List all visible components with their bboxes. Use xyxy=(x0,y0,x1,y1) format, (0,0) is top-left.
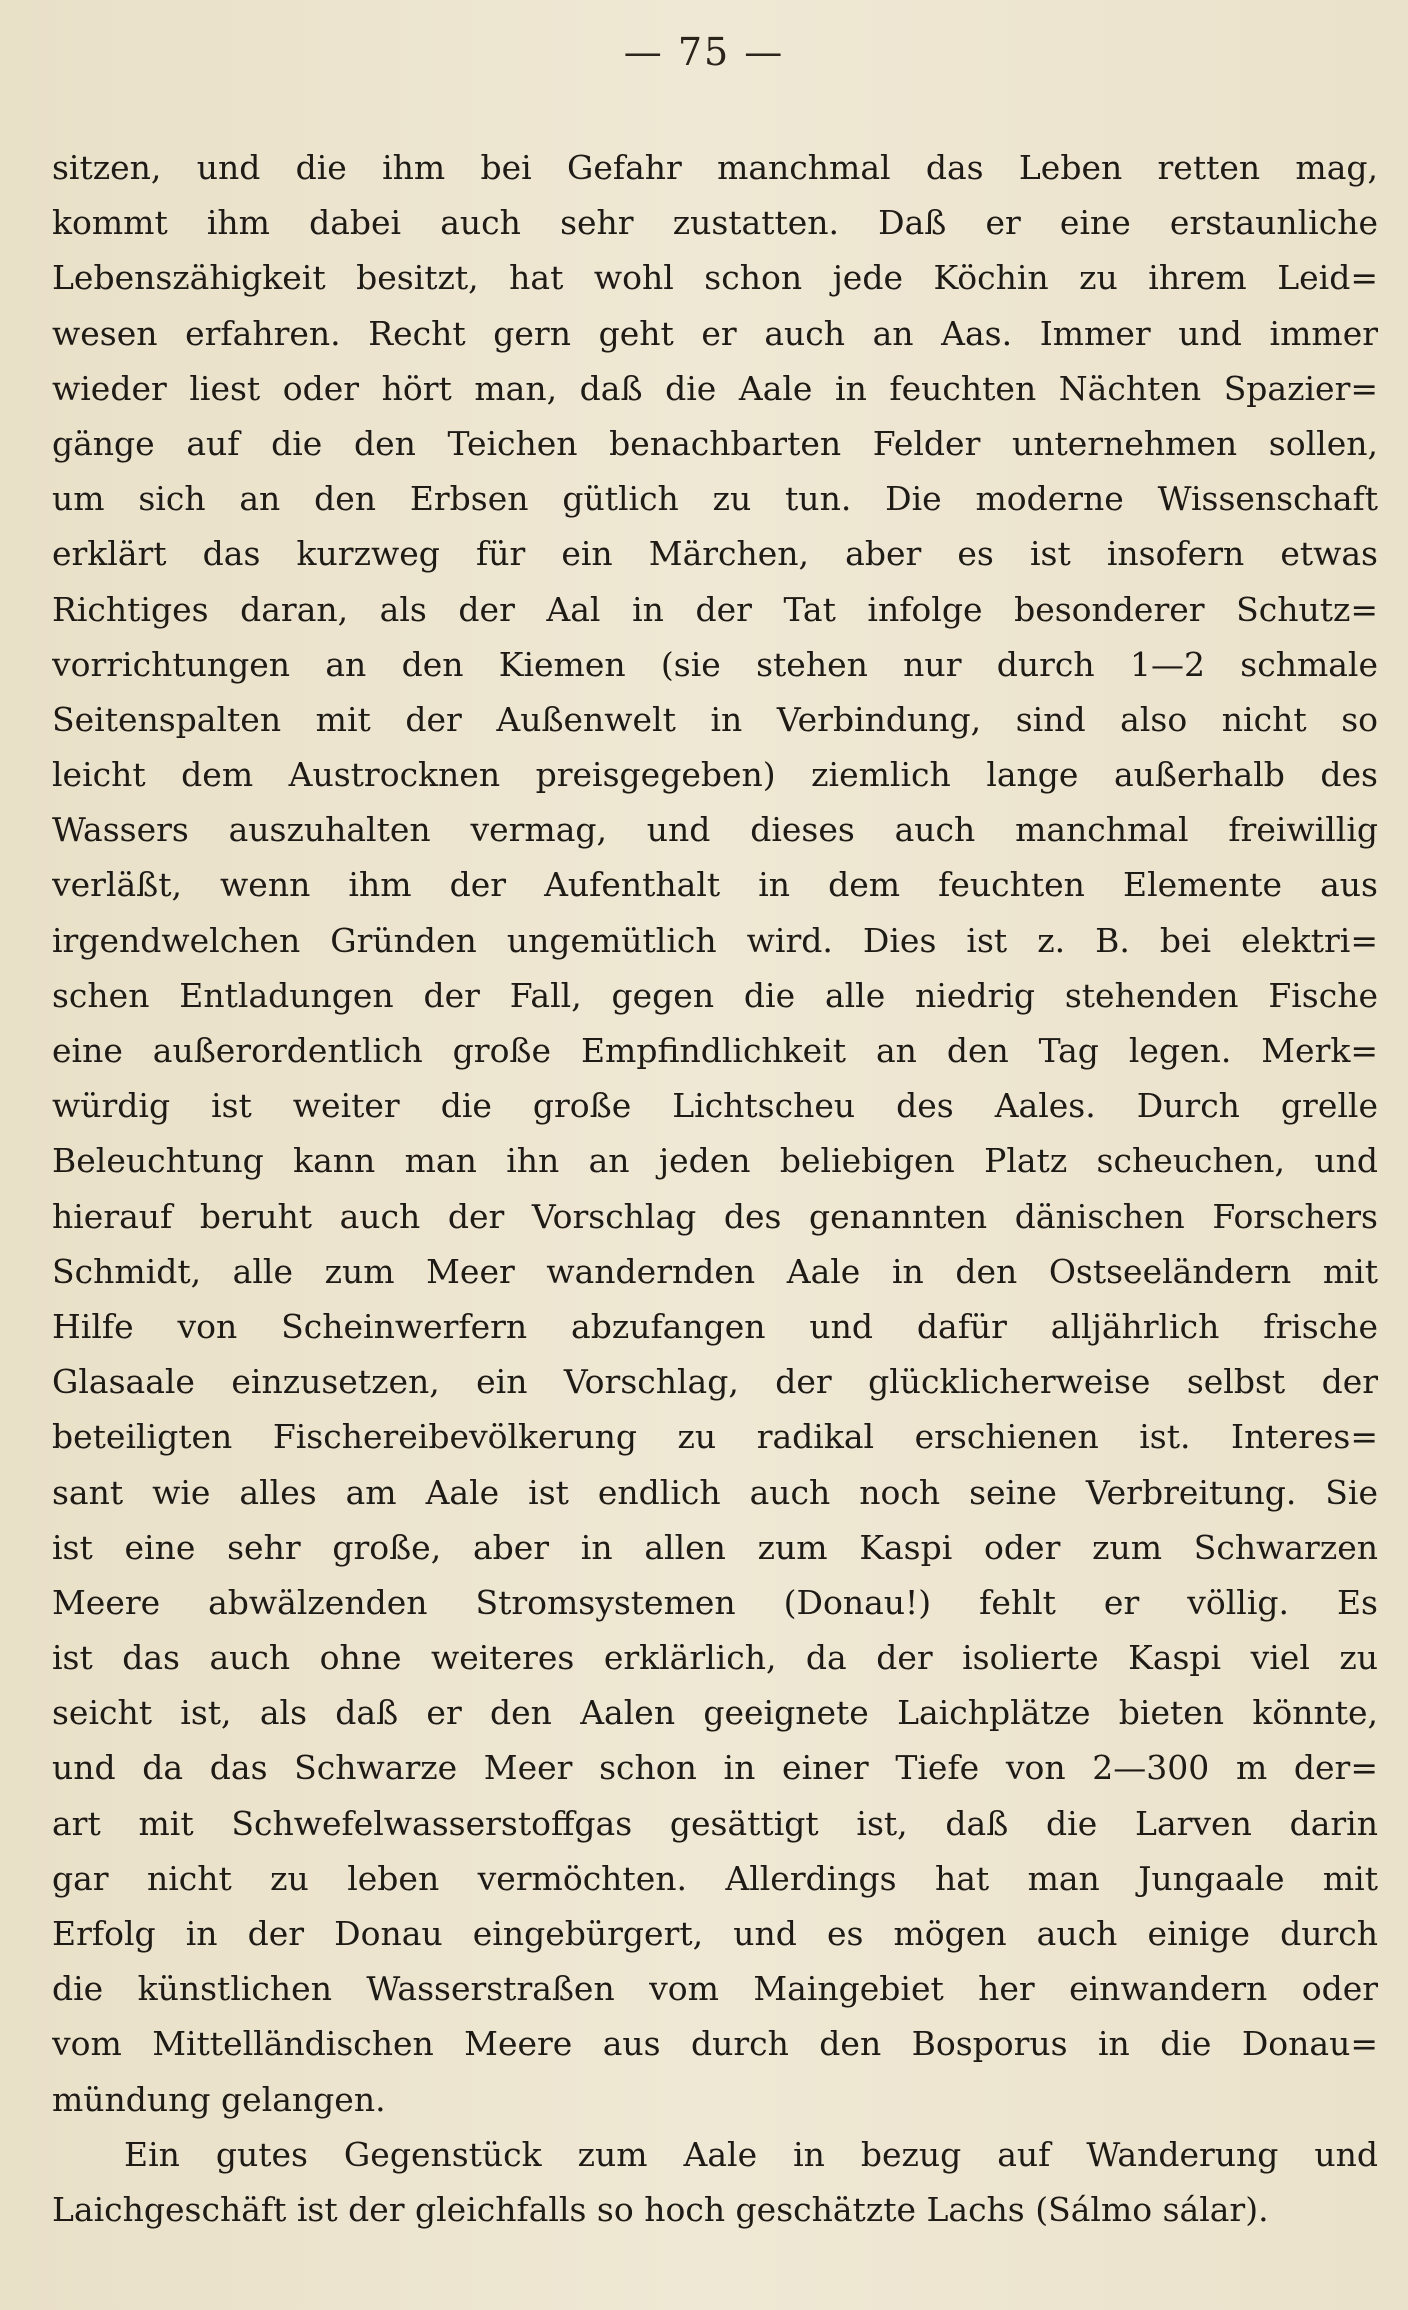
text-line: gar nicht zu leben vermöchten. Allerdings hat man Jungaale mit xyxy=(52,1858,1378,1898)
text-line: Lebenszähigkeit besitzt, hat wohl schon jede Köchin zu ihrem Leid= xyxy=(52,258,1378,298)
text-line: leicht dem Austrocknen preisgegeben) ziemlich lange außerhalb des xyxy=(52,755,1378,795)
text-line: und da das Schwarze Meer schon in einer Tiefe von 2—300 m der= xyxy=(52,1748,1378,1788)
text-line: Glasaale einzusetzen, ein Vorschlag, der glücklicherweise selbst der xyxy=(52,1362,1378,1402)
body-text xyxy=(52,140,1378,2237)
text-line: sitzen, und die ihm bei Gefahr manchmal das Leben retten mag, xyxy=(52,148,1378,187)
text-line: Hilfe von Scheinwerfern abzufangen und dafür alljährlich frische xyxy=(52,1306,1378,1346)
text-line: wesen erfahren. Recht gern geht er auch an Aas. Immer und immer xyxy=(52,313,1378,353)
text-line: eine außerordentlich große Empfindlichkeit an den Tag legen. Merk= xyxy=(52,1031,1378,1070)
text-line: Richtiges daran, als der Aal in der Tat infolge besonderer Schutz= xyxy=(52,589,1378,629)
text-line: hierauf beruht auch der Vorschlag des genannten dänischen Forschers xyxy=(52,1196,1378,1236)
text-line: schen Entladungen der Fall, gegen die alle niedrig stehenden Fische xyxy=(52,975,1378,1015)
text-line: erklärt das kurzweg für ein Märchen, aber es ist insofern etwas xyxy=(52,534,1378,574)
text-line: Seitenspalten mit der Außenwelt in Verbindung, sind also nicht so xyxy=(52,699,1378,739)
text-line: kommt ihm dabei auch sehr zustatten. Daß er eine erstaunliche xyxy=(52,203,1378,243)
text-line: irgendwelchen Gründen ungemütlich wird. Dies ist z. B. bei elektri= xyxy=(52,920,1378,960)
text-line: seicht ist, als daß er den Aalen geeignete Laichplätze bieten könnte, xyxy=(52,1693,1378,1733)
text-line: Meere abwälzenden Stromsystemen (Donau!) fehlt er völlig. Es xyxy=(52,1582,1378,1622)
text-line: Erfolg in der Donau eingebürgert, und es mögen auch einige durch xyxy=(52,1914,1378,1953)
text-line: vom Mittelländischen Meere aus durch den Bosporus in die Donau= xyxy=(52,2024,1378,2064)
text-line: ist das auch ohne weiteres erklärlich, da der isolierte Kaspi viel zu xyxy=(52,1638,1378,1678)
text-line: wieder liest oder hört man, daß die Aale in feuchten Nächten Spazier= xyxy=(52,368,1378,408)
paragraph xyxy=(52,2127,1378,2237)
text-line: um sich an den Erbsen gütlich zu tun. Die moderne Wissenschaft xyxy=(52,479,1378,519)
text-line: Laichgeschäft ist der gleichfalls so hoch geschätzte Lachs (Sálmo sálar). xyxy=(52,2189,1269,2229)
text-line: beteiligten Fischereibevölkerung zu radikal erschienen ist. Interes= xyxy=(52,1417,1378,1457)
page-number: — 75 — xyxy=(623,30,785,74)
text-line: ist eine sehr große, aber in allen zum Kaspi oder zum Schwarzen xyxy=(52,1527,1378,1567)
text-line: mündung gelangen. xyxy=(52,2079,386,2119)
text-line: die künstlichen Wasserstraßen vom Maingebiet her einwandern oder xyxy=(52,1969,1378,2009)
text-line: Beleuchtung kann man ihn an jeden beliebigen Platz scheuchen, und xyxy=(52,1141,1378,1181)
text-line: würdig ist weiter die große Lichtscheu des Aales. Durch grelle xyxy=(52,1086,1378,1126)
text-line: verläßt, wenn ihm der Aufenthalt in dem feuchten Elemente aus xyxy=(52,865,1378,905)
text-line: Schmidt, alle zum Meer wandernden Aale in den Ostseeländern mit xyxy=(52,1251,1378,1291)
text-line: sant wie alles am Aale ist endlich auch noch seine Verbreitung. Sie xyxy=(52,1472,1378,1512)
text-line: gänge auf die den Teichen benachbarten Felder unternehmen sollen, xyxy=(52,423,1378,463)
text-line: art mit Schwefelwasserstoffgas gesättigt ist, daß die Larven darin xyxy=(52,1803,1378,1843)
text-line: Wassers auszuhalten vermag, und dieses auch manchmal freiwillig xyxy=(52,810,1378,850)
text-line: Ein gutes Gegenstück zum Aale in bezug auf Wanderung und xyxy=(124,2134,1378,2174)
paragraph xyxy=(52,140,1378,2127)
text-line: vorrichtungen an den Kiemen (sie stehen nur durch 1—2 schmale xyxy=(52,644,1378,684)
